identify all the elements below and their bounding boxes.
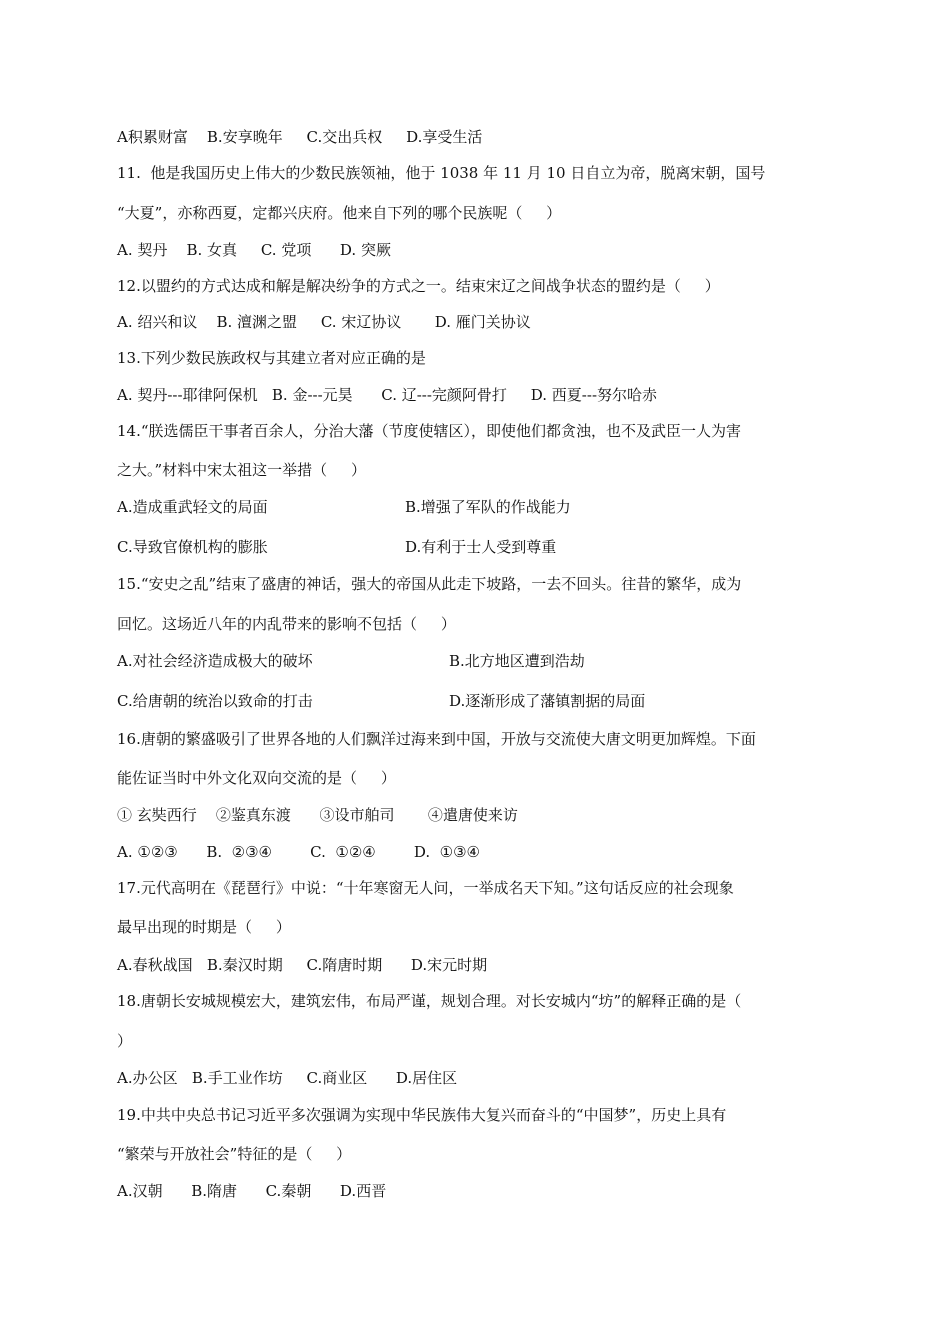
q11-stem-line-2: “大夏”，亦称西夏，定都兴庆府。他来自下列的哪个民族呢（ ） [117, 204, 562, 222]
q12-options: A. 绍兴和议 B. 澶渊之盟 C. 宋辽协议 D. 雁门关协议 [117, 313, 531, 331]
q13-options: A. 契丹---耶律阿保机 B. 金---元昊 C. 辽---完颜阿骨打 D. 西夏---努尔哈赤 [117, 386, 658, 404]
q14-option-d: D.有利于士人受到尊重 [405, 538, 557, 556]
q15-option-d: D.逐渐形成了藩镇割据的局面 [449, 692, 646, 710]
q19-stem-line-1: 19.中共中央总书记习近平多次强调为实现中华民族伟大复兴而奋斗的“中国梦”，历史上具有 [117, 1106, 727, 1124]
q16-stem-line-1: 16.唐朝的繁盛吸引了世界各地的人们飘洋过海来到中国，开放与交流使大唐文明更加辉煌。下面 [117, 730, 756, 748]
q14-option-c: C.导致官僚机构的膨胀 [117, 538, 268, 556]
q14-option-a: A.造成重武轻文的局面 [117, 498, 268, 516]
q17-stem-line-1: 17.元代高明在《琵琶行》中说：“十年寒窗无人问，一举成名天下知。”这句话反应的社会现象 [117, 879, 734, 897]
q18-stem-line-1: 18.唐朝长安城规模宏大，建筑宏伟，布局严谨，规划合理。对长安城内“坊”的解释正确的是（ [117, 992, 742, 1010]
q15-option-c: C.给唐朝的统治以致命的打击 [117, 692, 313, 710]
q15-option-b: B.北方地区遭到浩劫 [449, 652, 585, 670]
q14-option-b: B.增强了军队的作战能力 [405, 498, 571, 516]
q18-options: A.办公区 B.手工业作坊 C.商业区 D.居住区 [117, 1069, 458, 1087]
q14-stem-line-2: 之大。”材料中宋太祖这一举措（ ） [117, 461, 367, 479]
q13-stem: 13.下列少数民族政权与其建立者对应正确的是 [117, 349, 426, 367]
q17-options: A.春秋战国 B.秦汉时期 C.隋唐时期 D.宋元时期 [117, 956, 488, 974]
q16-items: ① 玄奘西行 ②鉴真东渡 ③设市舶司 ④遣唐使来访 [117, 806, 518, 824]
q15-stem-line-1: 15.“安史之乱”结束了盛唐的神话，强大的帝国从此走下坡路，一去不回头。往昔的繁华，成为 [117, 575, 742, 593]
q15-stem-line-2: 回忆。这场近八年的内乱带来的影响不包括（ ） [117, 615, 456, 633]
q14-stem-line-1: 14.“朕选儒臣干事者百余人，分治大藩（节度使辖区），即使他们都贪浊，也不及武臣一人为害 [117, 422, 742, 440]
q18-stem-line-2: ） [117, 1032, 133, 1050]
q12-stem: 12.以盟约的方式达成和解是解决纷争的方式之一。结束宋辽之间战争状态的盟约是（ ） [117, 277, 720, 295]
q15-option-a: A.对社会经济造成极大的破坏 [117, 652, 313, 670]
q16-options: A. ①②③ B. ②③④ C. ①②④ D. ①③④ [117, 843, 481, 861]
q19-options: A.汉朝 B.隋唐 C.秦朝 D.西晋 [117, 1182, 387, 1200]
q17-stem-line-2: 最早出现的时期是（ ） [117, 918, 291, 936]
q10-options: A积累财富 B.安享晚年 C.交出兵权 D.享受生活 [117, 128, 483, 146]
q16-stem-line-2: 能佐证当时中外文化双向交流的是（ ） [117, 769, 396, 787]
q19-stem-line-2: “繁荣与开放社会”特征的是（ ） [117, 1145, 352, 1163]
q11-stem-line-1: 11. 他是我国历史上伟大的少数民族领袖，他于 1038 年 11 月 10 日自立为帝，脱离宋朝，国号 [117, 164, 766, 182]
q11-options: A. 契丹 B. 女真 C. 党项 D. 突厥 [117, 241, 391, 259]
